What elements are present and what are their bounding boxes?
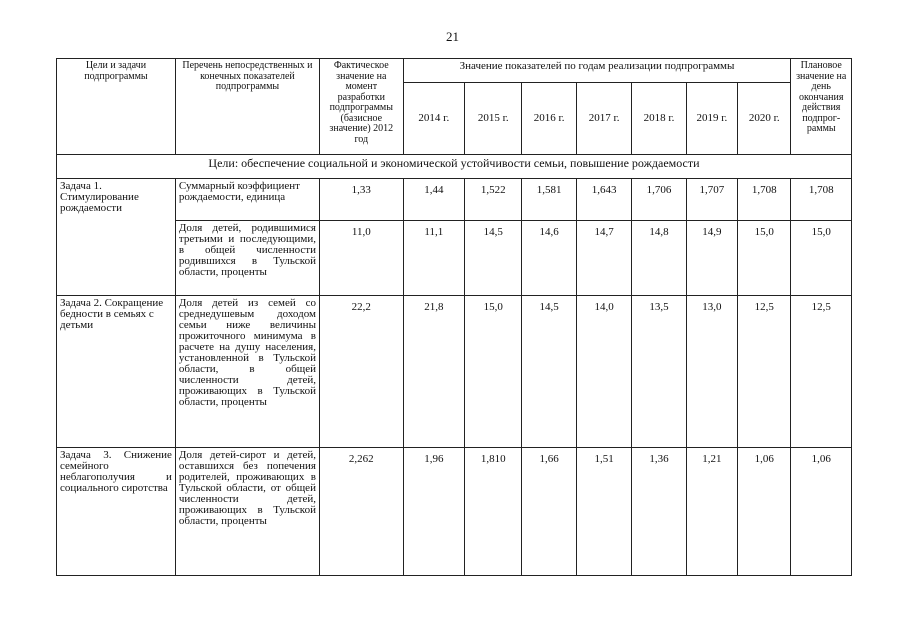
value-cell: 12,5: [791, 296, 852, 448]
value-cell: 14,9: [686, 221, 737, 296]
value-cell: 1,810: [465, 448, 522, 576]
value-cell: 1,06: [738, 448, 791, 576]
value-cell: 21,8: [403, 296, 464, 448]
table-row: [57, 221, 852, 296]
task-cell: Задача 2. Сокращение бедности в семьях с детьми: [57, 296, 176, 448]
header-by-years: Значение показателей по годам реализации подпрограммы: [403, 59, 791, 83]
value-cell: 14,5: [522, 296, 576, 448]
indicator-cell: Доля детей из семей со среднедушевым доходом семьи ниже величины прожиточного минимума в расчете на душу населения, установленной в Тульской области, в общей численности детей, проживающих в Тульской области, проценты: [175, 296, 319, 448]
value-cell: 14,7: [576, 221, 631, 296]
year-2017: 2017 г.: [576, 83, 631, 155]
header-goals: Цели и задачи подпрограммы: [57, 59, 176, 155]
header-indicators: Перечень непосредственных и конечных показателей подпрограммы: [175, 59, 319, 155]
value-cell: 14,0: [576, 296, 631, 448]
value-cell: 13,0: [686, 296, 737, 448]
value-cell: 1,707: [686, 179, 737, 221]
value-cell: 12,5: [738, 296, 791, 448]
value-cell: 15,0: [465, 296, 522, 448]
value-cell: 1,708: [738, 179, 791, 221]
indicators-table: [56, 58, 852, 576]
header-planned: Плановое значение на день окончания действия подпрог-раммы: [791, 59, 852, 155]
task-cell: Задача 1. Стимулирование рождаемости: [57, 179, 176, 296]
table-row: [57, 296, 852, 448]
value-cell: 22,2: [319, 296, 403, 448]
year-2015: 2015 г.: [465, 83, 522, 155]
indicator-cell: Доля детей-сирот и детей, оставшихся без попечения родителей, проживающих в Тульской области, от общей численности детей, проживающих в Тульской области, проценты: [175, 448, 319, 576]
value-cell: 1,708: [791, 179, 852, 221]
value-cell: 1,706: [632, 179, 686, 221]
value-cell: 1,33: [319, 179, 403, 221]
value-cell: 11,0: [319, 221, 403, 296]
goal-row: Цели: обеспечение социальной и экономической устойчивости семьи, повышение рождаемости: [57, 155, 852, 179]
value-cell: 14,6: [522, 221, 576, 296]
value-cell: 11,1: [403, 221, 464, 296]
year-2016: 2016 г.: [522, 83, 576, 155]
value-cell: 1,96: [403, 448, 464, 576]
indicator-cell: Доля детей, родившимися третьими и последующими, в общей численности родившихся в Тульской области, проценты: [175, 221, 319, 296]
value-cell: 13,5: [632, 296, 686, 448]
value-cell: 1,36: [632, 448, 686, 576]
table-row: [57, 179, 852, 221]
table-row: [57, 448, 852, 576]
value-cell: 1,51: [576, 448, 631, 576]
year-2019: 2019 г.: [686, 83, 737, 155]
header-baseline: Фактическое значение на момент разработки подпрограммы (базисное значение) 2012 год: [319, 59, 403, 155]
value-cell: 1,643: [576, 179, 631, 221]
value-cell: 15,0: [738, 221, 791, 296]
value-cell: 1,21: [686, 448, 737, 576]
year-2018: 2018 г.: [632, 83, 686, 155]
value-cell: 1,581: [522, 179, 576, 221]
value-cell: 1,522: [465, 179, 522, 221]
value-cell: 2,262: [319, 448, 403, 576]
value-cell: 1,66: [522, 448, 576, 576]
year-2020: 2020 г.: [738, 83, 791, 155]
year-2014: 2014 г.: [403, 83, 464, 155]
value-cell: 14,5: [465, 221, 522, 296]
value-cell: 15,0: [791, 221, 852, 296]
task-cell: Задача 3. Снижение семейного неблагополучия и социального сиротства: [57, 448, 176, 576]
page-number: 21: [446, 29, 459, 44]
value-cell: 1,44: [403, 179, 464, 221]
value-cell: 1,06: [791, 448, 852, 576]
value-cell: 14,8: [632, 221, 686, 296]
indicator-cell: Суммарный коэффициент рождаемости, единица: [175, 179, 319, 221]
